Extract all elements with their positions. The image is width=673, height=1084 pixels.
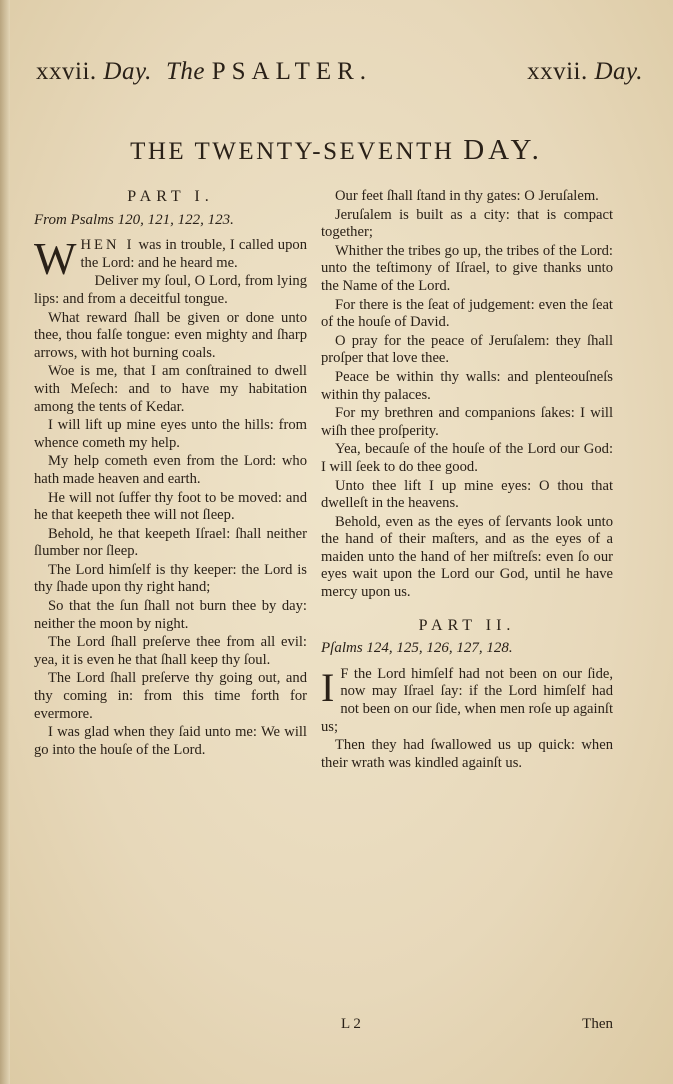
day-number-left: xxvii.	[36, 58, 97, 85]
verse: Deliver my ſoul, O Lord, from lying lips: and from a deceitful tongue.	[34, 273, 307, 307]
verse: Jeruſalem is built as a city: that is compact together;	[321, 206, 613, 241]
verse: Our feet ſhall ſtand in thy gates: O Jeruſalem.	[335, 188, 599, 204]
right-column	[321, 188, 613, 773]
running-head-left	[36, 58, 152, 86]
part-two-source: Pſalms 124, 125, 126, 127, 128.	[321, 640, 513, 657]
verse: Yea, becauſe of the houſe of the Lord our God: I will ſeek to do thee good.	[321, 441, 613, 475]
verse: Behold, even as the eyes of ſervants look unto the hand of their maſters, and as the eyes of a maiden unto the hand of her miſtreſs: even ſo our eyes wait upon the Lord our God, until he have mercy upon us.	[321, 513, 613, 601]
verse: Whither the tribes go up, the tribes of the Lord: unto the teſtimony of Iſrael, to give thanks unto the Name of the Lord.	[321, 242, 613, 294]
day-number-right: xxvii.	[527, 58, 588, 85]
drop-capital-i: I	[321, 664, 335, 710]
verse: Woe is me, that I am conſtrained to dwell with Meſech: and to have my habitation among the tents of Kedar.	[34, 363, 307, 415]
verse: The Lord ſhall preſerve thy going out, and thy coming in: from this time forth for evermore.	[34, 670, 307, 722]
running-head-psalter: PSALTER.	[211, 58, 373, 85]
first-verse-lead: HEN I	[80, 237, 135, 254]
verse: Then they had ſwallowed us up quick: when their wrath was kindled againſt us.	[321, 737, 613, 771]
running-head-right	[527, 58, 643, 86]
right-verse-list	[321, 188, 613, 602]
title-day: DAY.	[463, 134, 543, 166]
verse: For there is the ſeat of judgement: even the ſeat of the houſe of David.	[321, 296, 613, 331]
verse: Behold, he that keepeth Iſrael: ſhall neither ſlumber nor ſleep.	[34, 525, 307, 560]
part-two-first-text: F the Lord himſelf had not been on our ſide, now may Iſrael ſay: if the Lord himſelf had not been on our ſide, when men roſe up againſt us;	[321, 665, 613, 735]
first-verse	[34, 234, 307, 285]
verse: I will lift up mine eyes unto the hills: from whence cometh my help.	[34, 417, 307, 451]
verse: I was glad when they ſaid unto me: We will go into the houſe of the Lord.	[34, 724, 307, 758]
signature-mark: L 2	[341, 1016, 361, 1032]
part-two-verse-list	[321, 737, 613, 772]
left-column	[34, 188, 307, 760]
running-head	[36, 58, 643, 94]
part-two-first-verse	[321, 666, 613, 736]
verse: O pray for the peace of Jeruſalem: they ſhall proſper that love thee.	[321, 332, 613, 367]
verse: My help cometh even from the Lord: who hath made heaven and earth.	[34, 453, 307, 487]
part-two-title: PART II.	[418, 616, 516, 634]
running-head-title	[166, 58, 372, 86]
verse: Unto thee lift I up mine eyes: O thou that dwelleſt in the heavens.	[321, 477, 613, 512]
verse: So that the ſun ſhall not burn thee by day: neither the moon by night.	[34, 598, 307, 632]
verse: He will not ſuffer thy foot to be moved: and he that keepeth thee will not ſleep.	[34, 489, 307, 524]
verse: What reward ſhall be given or done unto thee, thou falſe tongue: even mighty and ſharp arrows, with hot burning coals.	[34, 309, 307, 361]
day-word-right: Day.	[594, 58, 643, 85]
title-the: THE	[130, 138, 187, 165]
verse: The Lord himſelf is thy keeper: the Lord is thy ſhade upon thy right hand;	[34, 561, 307, 596]
part-one-title: PART I.	[127, 188, 214, 205]
first-verse-text: was in trouble, I called upon the Lord: and he heard me.	[80, 237, 307, 271]
verse: For my brethren and companions ſakes: I will wiſh thee proſperity.	[321, 405, 613, 439]
running-head-the: The	[166, 58, 205, 85]
verse: The Lord ſhall preſerve thee from all evil: yea, it is even he that ſhall keep thy ſoul.	[34, 634, 307, 668]
verse: Peace be within thy walls: and plenteouſneſs within thy palaces.	[321, 368, 613, 403]
left-verse-list	[34, 273, 307, 759]
title-twenty-seventh: TWENTY-SEVENTH	[194, 138, 455, 165]
day-word-left: Day.	[103, 58, 152, 85]
catchword: Then	[582, 1016, 613, 1032]
page-title	[0, 134, 673, 167]
part-one-source: From Psalms 120, 121, 122, 123.	[34, 211, 234, 228]
drop-capital: W	[34, 234, 77, 285]
